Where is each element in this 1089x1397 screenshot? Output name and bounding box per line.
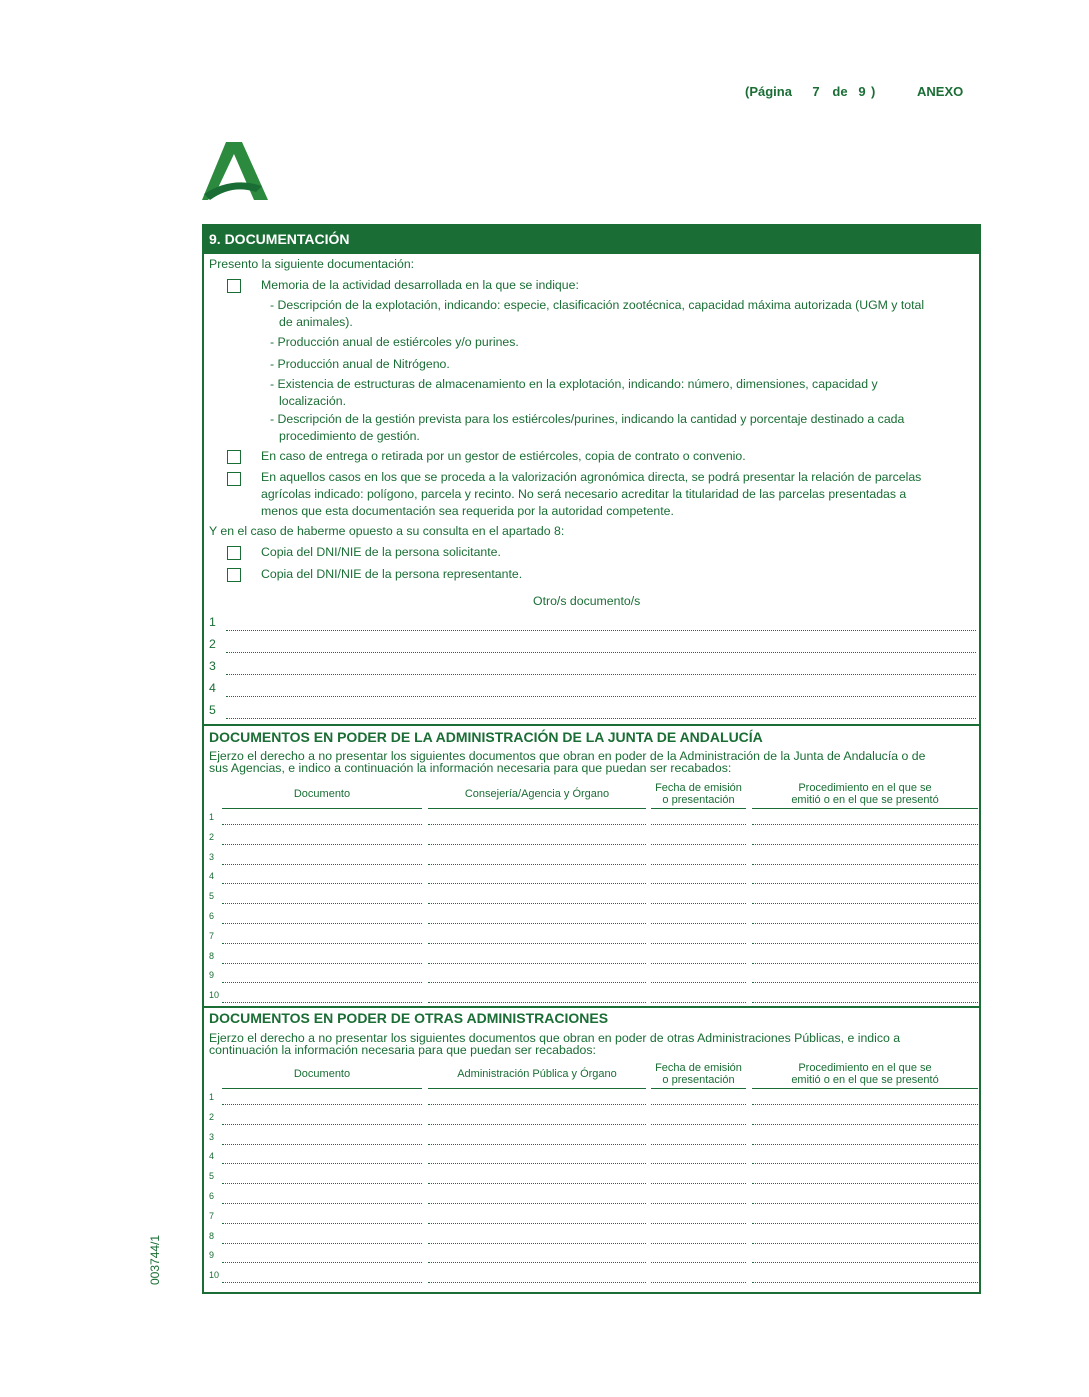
table-cell-field[interactable] [651,1223,746,1224]
table-cell-field[interactable] [752,1203,978,1204]
column-header-rule [651,1088,746,1089]
page-indicator [745,84,963,99]
valorizacion-line-3: menos que esta documentación sea requerida por la autoridad competente. [261,504,674,518]
otros-number: 2 [209,637,216,651]
bullet-produccion-nitrogeno: - Producción anual de Nitrógeno. [270,357,450,371]
de-label: de [832,84,848,99]
table-row-number: 2 [209,1112,215,1122]
table-cell-field[interactable] [752,1243,978,1244]
table-cell-field[interactable] [752,923,978,924]
table-cell-field[interactable] [651,824,746,825]
column-header-rule [752,1088,978,1089]
otras-text-line-2: continuación la información necesaria para que puedan ser recabados: [209,1043,596,1057]
table-cell-field[interactable] [752,943,978,944]
table-cell-field[interactable] [428,1262,646,1263]
pagina-label: (Página [745,84,792,99]
close-paren: ) [871,84,876,99]
checkbox-valorizacion[interactable] [227,472,241,486]
otras-title: DOCUMENTOS EN PODER DE OTRAS ADMINISTRACIONES [209,1010,609,1026]
junta-col-procedimiento: Procedimiento en el que se emitió o en el que se presentó [791,782,939,806]
table-cell-field[interactable] [428,1243,646,1244]
table-cell-field[interactable] [651,1163,746,1164]
table-cell-field[interactable] [651,1104,746,1105]
table-row-number: 4 [209,1151,215,1161]
checkbox-dni-representante[interactable] [227,568,241,582]
dni-solicitante-text: Copia del DNI/NIE de la persona solicitante. [261,545,501,559]
table-cell-field[interactable] [752,1124,978,1125]
otras-col-fecha: Fecha de emisión o presentación [655,1062,742,1086]
section-divider [204,724,979,726]
checkbox-gestor[interactable] [227,450,241,464]
table-cell-field[interactable] [428,1104,646,1105]
table-cell-field[interactable] [428,963,646,964]
checkbox-dni-solicitante[interactable] [227,546,241,560]
junta-col-fecha: Fecha de emisión o presentación [655,782,742,806]
table-cell-field[interactable] [752,1002,978,1003]
table-cell-field[interactable] [752,1262,978,1263]
otros-document-field[interactable] [226,718,976,719]
table-cell-field[interactable] [222,824,422,825]
anexo-label: ANEXO [917,84,964,99]
table-cell-field[interactable] [752,1183,978,1184]
table-cell-field[interactable] [222,844,422,845]
table-cell-field[interactable] [752,903,978,904]
table-row-number: 7 [209,931,215,941]
table-row-number: 4 [209,871,215,881]
table-cell-field[interactable] [428,844,646,845]
documentation-form [202,224,981,1294]
table-cell-field[interactable] [651,1124,746,1125]
bullet-descripcion-cont: de animales). [279,315,353,329]
table-cell-field[interactable] [222,1243,422,1244]
junta-col-documento: Documento [293,788,351,800]
otros-number: 3 [209,659,216,673]
table-cell-field[interactable] [222,864,422,865]
table-cell-field[interactable] [222,1002,422,1003]
valorizacion-line-1: En aquellos casos en los que se proceda a la valorización agronómica directa, se podrá presentar la relación de parcelas [261,470,922,484]
table-row-number: 6 [209,1191,215,1201]
otros-document-field[interactable] [226,652,976,653]
table-cell-field[interactable] [428,903,646,904]
junta-col-consejeria: Consejería/Agencia y Órgano [464,788,610,800]
table-cell-field[interactable] [752,824,978,825]
table-cell-field[interactable] [222,923,422,924]
table-cell-field[interactable] [222,943,422,944]
section-9-title: 9. DOCUMENTACIÓN [204,226,979,254]
table-cell-field[interactable] [651,1282,746,1283]
table-cell-field[interactable] [222,1163,422,1164]
table-cell-field[interactable] [222,1282,422,1283]
table-cell-field[interactable] [428,943,646,944]
junta-andalucia-logo [202,140,270,202]
table-cell-field[interactable] [752,1282,978,1283]
table-cell-field[interactable] [222,1104,422,1105]
table-cell-field[interactable] [752,1223,978,1224]
column-header-rule [752,808,978,809]
gestor-text: En caso de entrega o retirada por un gestor de estiércoles, copia de contrato o convenio. [261,449,746,463]
table-row-number: 8 [209,1231,215,1241]
table-cell-field[interactable] [428,1163,646,1164]
table-cell-field[interactable] [752,1163,978,1164]
dni-representante-text: Copia del DNI/NIE de la persona representante. [261,567,523,581]
table-row-number: 8 [209,951,215,961]
otros-number: 4 [209,681,216,695]
bullet-estructuras: - Existencia de estructuras de almacenamiento en la explotación, indicando: número, dimensiones, capacidad y [270,377,878,391]
column-header-rule [428,1088,646,1089]
otras-col-procedimiento: Procedimiento en el que se emitió o en el que se presentó [791,1062,939,1086]
table-row-number: 3 [209,852,215,862]
table-cell-field[interactable] [222,1124,422,1125]
table-cell-field[interactable] [651,943,746,944]
table-cell-field[interactable] [428,883,646,884]
table-cell-field[interactable] [752,844,978,845]
table-cell-field[interactable] [222,1183,422,1184]
otros-number: 5 [209,703,216,717]
table-row-number: 1 [209,812,215,822]
junta-title: DOCUMENTOS EN PODER DE LA ADMINISTRACIÓN DE LA JUNTA DE ANDALUCÍA [209,729,763,745]
table-row-number: 10 [209,1270,220,1280]
table-row-number: 9 [209,1250,215,1260]
table-cell-field[interactable] [752,883,978,884]
table-row-number: 7 [209,1211,215,1221]
table-cell-field[interactable] [428,1183,646,1184]
bullet-produccion-estiercoles: - Producción anual de estiércoles y/o purines. [270,335,519,349]
table-cell-field[interactable] [651,963,746,964]
table-cell-field[interactable] [222,982,422,983]
table-cell-field[interactable] [428,923,646,924]
table-row-number: 3 [209,1132,215,1142]
table-row-number: 6 [209,911,215,921]
table-cell-field[interactable] [222,1223,422,1224]
junta-text-line-1: Ejerzo el derecho a no presentar los siguientes documentos que obran en poder de la Administración de la Junta de Andalucía o de [209,749,926,763]
table-cell-field[interactable] [752,864,978,865]
bullet-gestion: - Descripción de la gestión prevista para los estiércoles/purines, indicando la cantidad y porcentaje destinado a cada [270,412,905,426]
page-total: 9 [858,84,866,99]
table-cell-field[interactable] [428,1124,646,1125]
otros-number: 1 [209,615,216,629]
memoria-text: Memoria de la actividad desarrollada en la que se indique: [261,278,579,292]
otras-col-documento: Documento [293,1068,351,1080]
table-cell-field[interactable] [651,903,746,904]
valorizacion-line-2: agrícolas indicado: polígono, parcela y recinto. No será necesario acreditar la titularidad de las parcelas presentadas a [261,487,907,501]
table-cell-field[interactable] [222,1144,422,1145]
table-cell-field[interactable] [222,1203,422,1204]
column-header-rule [651,808,746,809]
table-cell-field[interactable] [752,1144,978,1145]
table-cell-field[interactable] [651,1203,746,1204]
table-row-number: 5 [209,891,215,901]
bullet-estructuras-cont: localización. [279,394,346,408]
table-cell-field[interactable] [651,864,746,865]
intro-text: Presento la siguiente documentación: [209,257,415,271]
checkbox-memoria[interactable] [227,279,241,293]
table-cell-field[interactable] [651,1243,746,1244]
table-cell-field[interactable] [651,1183,746,1184]
form-code: 003744/1 [148,1234,162,1285]
otras-col-administracion: Administración Pública y Órgano [457,1068,617,1080]
table-cell-field[interactable] [428,1002,646,1003]
junta-text-line-2: sus Agencias, e indico a continuación la información necesaria para que puedan ser recabados: [209,761,732,775]
table-cell-field[interactable] [752,1104,978,1105]
table-row-number: 2 [209,832,215,842]
table-cell-field[interactable] [222,883,422,884]
column-header-rule [428,808,646,809]
table-cell-field[interactable] [651,1262,746,1263]
otros-document-field[interactable] [226,674,976,675]
table-cell-field[interactable] [651,844,746,845]
table-cell-field[interactable] [428,824,646,825]
table-cell-field[interactable] [428,1282,646,1283]
table-cell-field[interactable] [651,1002,746,1003]
section-divider [204,1006,979,1008]
table-cell-field[interactable] [651,982,746,983]
table-cell-field[interactable] [752,982,978,983]
column-header-rule [222,808,422,809]
table-row-number: 10 [209,990,220,1000]
bullet-descripcion: - Descripción de la explotación, indicando: especie, clasificación zootécnica, capacidad máxima autorizada (UGM y total [270,298,925,312]
table-cell-field[interactable] [428,1144,646,1145]
table-row-number: 1 [209,1092,215,1102]
table-row-number: 5 [209,1171,215,1181]
opposition-intro: Y en el caso de haberme opuesto a su consulta en el apartado 8: [209,524,565,538]
table-cell-field[interactable] [651,923,746,924]
table-cell-field[interactable] [428,1203,646,1204]
table-cell-field[interactable] [222,903,422,904]
table-cell-field[interactable] [222,963,422,964]
table-cell-field[interactable] [752,963,978,964]
table-cell-field[interactable] [222,1262,422,1263]
table-cell-field[interactable] [428,864,646,865]
column-header-rule [222,1088,422,1089]
table-row-number: 9 [209,970,215,980]
otros-document-field[interactable] [226,630,976,631]
table-cell-field[interactable] [651,1144,746,1145]
otras-text-line-1: Ejerzo el derecho a no presentar los siguientes documentos que obran en poder de otras Administraciones Públicas, e indico a [209,1031,901,1045]
bullet-gestion-cont: procedimiento de gestión. [279,429,420,443]
otros-documentos-title: Otro/s documento/s [533,594,641,608]
table-cell-field[interactable] [651,883,746,884]
table-cell-field[interactable] [428,982,646,983]
otros-document-field[interactable] [226,696,976,697]
page-number: 7 [812,84,820,99]
table-cell-field[interactable] [428,1223,646,1224]
